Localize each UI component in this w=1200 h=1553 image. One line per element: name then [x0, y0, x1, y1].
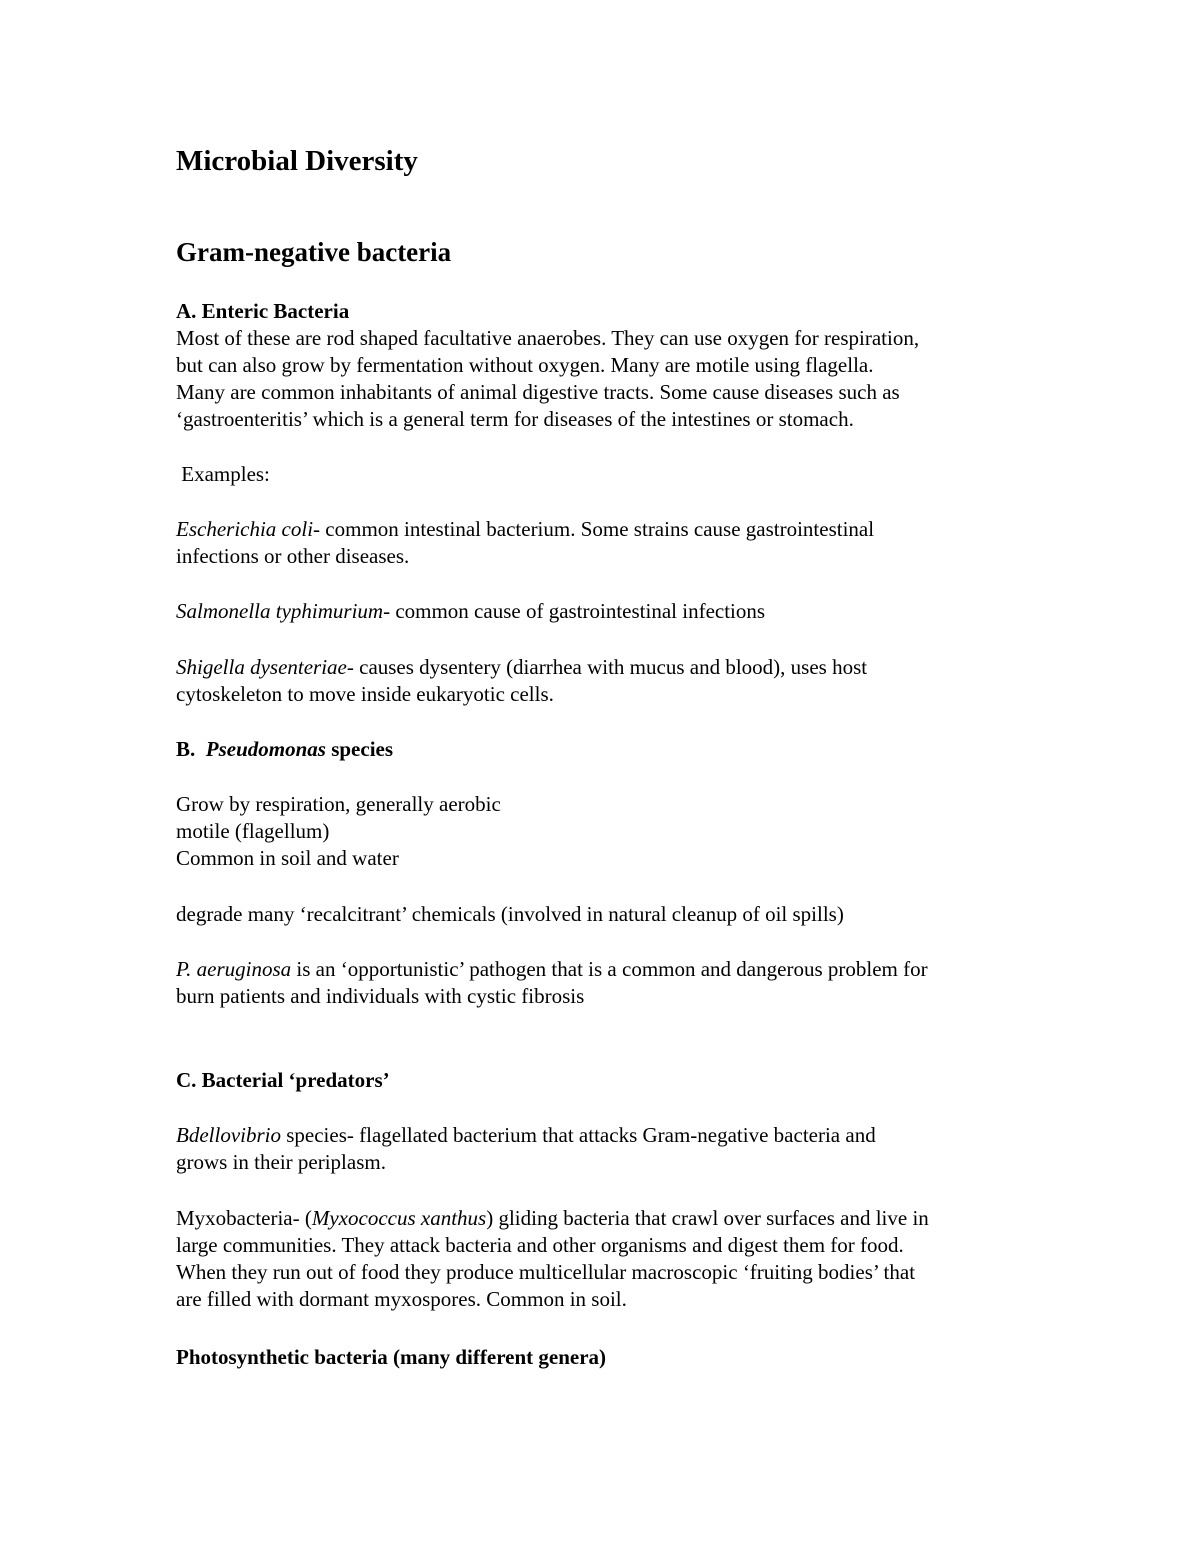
myxobacteria-description-continued: are filled with dormant myxospores. Common in soil. — [176, 1287, 627, 1311]
salmonella-species-name: Salmonella typhimurium — [176, 599, 384, 623]
myxobacteria-description-continued: When they run out of food they produce multicellular macroscopic ‘fruiting bodies’ that — [176, 1260, 916, 1284]
pseudomonas-degrade-line: degrade many ‘recalcitrant’ chemicals (involved in natural cleanup of oil spills) — [176, 902, 844, 926]
bdellovibrio-description: species- flagellated bacterium that attacks Gram-negative bacteria and — [280, 1123, 876, 1147]
ecoli-description: - common intestinal bacterium. Some strains cause gastrointestinal — [313, 517, 875, 541]
shigella-description: - causes dysentery (diarrhea with mucus and blood), uses host — [346, 655, 868, 679]
ecoli-description-continued: infections or other diseases. — [176, 544, 410, 568]
subheading-pseudomonas — [176, 736, 393, 763]
bdellovibrio-genus-name: Bdellovibrio — [176, 1123, 281, 1147]
enteric-paragraph-line: but can also grow by fermentation without oxygen. Many are motile using flagella. — [176, 353, 874, 377]
ecoli-species-name: Escherichia coli — [176, 517, 314, 541]
pseudomonas-heading-suffix: species — [325, 737, 394, 761]
pseudomonas-trait-line: Grow by respiration, generally aerobic — [176, 792, 501, 816]
example-salmonella — [176, 598, 765, 625]
subheading-photosynthetic-bacteria: Photosynthetic bacteria (many different genera) — [176, 1345, 607, 1369]
examples-label: Examples: — [176, 462, 270, 486]
bdellovibrio-line — [176, 1122, 876, 1149]
pseudomonas-trait-line: motile (flagellum) — [176, 819, 330, 843]
aeruginosa-description: is an ‘opportunistic’ pathogen that is a common and dangerous problem for — [291, 957, 928, 981]
myxobacteria-description-continued: large communities. They attack bacteria and other organisms and digest them for food. — [176, 1233, 904, 1257]
aeruginosa-species-name: P. aeruginosa — [176, 957, 292, 981]
aeruginosa-line — [176, 956, 928, 983]
pseudomonas-genus-name: Pseudomonas — [205, 737, 326, 761]
enteric-paragraph-line: Many are common inhabitants of animal digestive tracts. Some cause diseases such as — [176, 380, 900, 404]
salmonella-description: - common cause of gastrointestinal infections — [383, 599, 766, 623]
myxobacteria-prefix: Myxobacteria- ( — [176, 1206, 312, 1230]
aeruginosa-description-continued: burn patients and individuals with cystic fibrosis — [176, 984, 585, 1008]
pseudomonas-heading-prefix: B. — [176, 737, 206, 761]
example-shigella — [176, 654, 867, 681]
myxobacteria-line — [176, 1205, 929, 1232]
shigella-description-continued: cytoskeleton to move inside eukaryotic cells. — [176, 682, 554, 706]
enteric-paragraph-line: ‘gastroenteritis’ which is a general term for diseases of the intestines or stomach. — [176, 407, 854, 431]
subheading-enteric-bacteria: A. Enteric Bacteria — [176, 299, 350, 323]
document-title: Microbial Diversity — [176, 145, 418, 177]
subheading-bacterial-predators: C. Bacterial ‘predators’ — [176, 1068, 390, 1092]
example-ecoli — [176, 516, 874, 543]
myxobacteria-description: ) gliding bacteria that crawl over surfaces and live in — [486, 1206, 929, 1230]
enteric-paragraph-line: Most of these are rod shaped facultative anaerobes. They can use oxygen for respiration, — [176, 326, 920, 350]
shigella-species-name: Shigella dysenteriae — [176, 655, 347, 679]
bdellovibrio-description-continued: grows in their periplasm. — [176, 1150, 386, 1174]
pseudomonas-trait-line: Common in soil and water — [176, 846, 399, 870]
section-heading-gram-negative: Gram-negative bacteria — [176, 237, 452, 267]
myxococcus-species-name: Myxococcus xanthus — [311, 1206, 487, 1230]
